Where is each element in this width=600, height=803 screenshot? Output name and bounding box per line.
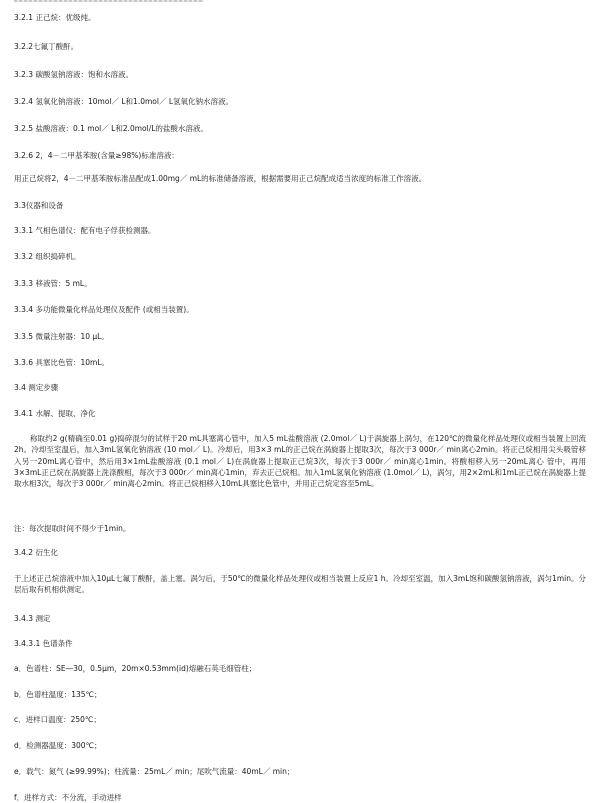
cropped-header-line [14,0,204,2]
column-temperature: b．色谱柱温度：135℃； [14,690,102,699]
section-3-3-6: 3.3.6 具塞比色管：10mL。 [14,358,109,367]
section-3-2-4: 3.2.4 氢氧化钠溶液：10mol／ L和1.0mol／ L氢氧化钠水溶液。 [14,97,234,106]
section-3-4-3-1: 3.4.3.1 色谱条件 [14,639,73,648]
detector-temperature: d．检测器温度：300℃； [14,741,102,750]
section-3-3-5: 3.3.5 微量注射器：10 μL。 [14,332,109,341]
hydrolysis-paragraph: 称取约2 g(精确至0.01 g)捣碎混匀的试样于20 mL具塞离心管中，加入5 mL盐酸溶液 (2.0mol／ L)于涡旋器上涡匀，在120℃的微量化样品处理仪或相当装置上回流2h。冷却至室温后，加入3mL氢氧化钠溶液 (10 mol／ L)。冷却后，用3×3 mL的正己烷在涡旋器上提取3次，每次于3 000r／ min离心2min。将正己烷相用尖头吸管移入另一20mL离心管中，然后用3×1mL盐酸溶液 (0.1 mol／ L)在涡旋器上提取正己烷3次，每次于3 000r／ min离心1min。将酸相移入另一20mL离心 管中，再用3×3mL正己烷在涡旋器上洗涤酸相，每次于3 000r／ min离心1min，弃去正己烷相。加入1mL氢氧化钠溶液 (1.0mol／ L)，涡匀，用2×2mL和1mL正己烷在涡旋器上提取水相3次，每次于3 000r／ min离心2min。将正己烷相移入10mL具塞比色管中，并用正己烷定容至5mL。 [14,434,586,489]
section-3-4-heading: 3.4 测定步骤 [14,383,59,392]
injection-mode: f．进样方式：不分流，手动进样 [14,793,122,802]
section-3-2-3: 3.2.3 碳酸氢钠溶液：饱和水溶液。 [14,70,133,79]
derivatization-paragraph: 于上述正己烷溶液中加入10μL七氟丁酸酐，盖上塞。涡匀后，于50℃的微量化样品处理仪或相当装置上反应1 h。冷却至室温，加入3mL饱和碳酸氢钠溶液，涡匀1min。分层后取有机相供测定。 [14,574,586,595]
section-3-2-5: 3.2.5 盐酸溶液：0.1 mol／ L和2.0mol/L的盐酸水溶液。 [14,124,208,133]
section-3-2-2: 3.2.2七氟丁酸酐。 [14,42,79,51]
section-3-3-1: 3.3.1 气相色谱仪：配有电子俘获检测器。 [14,226,156,235]
section-3-3-heading: 3.3仪器和设备 [14,201,64,210]
carrier-gas: e．载气：氮气 (≥99.99%)；柱流量：25mL／ min；尾吹气流量：40mL／ min； [14,767,295,776]
section-3-4-1: 3.4.1 水解、提取、净化 [14,409,96,418]
section-3-4-2: 3.4.2 衍生化 [14,548,58,557]
standard-solution-text: 用正己烷将2，4－二甲基苯胺标准品配成1.00mg／ mL的标准储备溶液，根据需要用正己烷配成适当浓度的标准工作溶液。 [14,174,427,183]
section-3-3-3: 3.3.3 移液管：5 mL。 [14,279,92,288]
section-3-2-1: 3.2.1 正己烷：优级纯。 [14,13,96,22]
section-3-3-2: 3.3.2 组织捣碎机。 [14,252,81,261]
section-3-2-6: 3.2.6 2，4－二甲基苯胺(含量≥98%)标准溶液： [14,151,179,160]
section-3-4-3: 3.4.3 测定 [14,614,51,623]
column-condition: a．色谱柱：SE―30，0.5μm，20m×0.53mm(id)熔融石英毛细管柱； [14,664,257,673]
note-line: 注：每次提取时间不得少于1min。 [14,524,131,533]
inlet-temperature: c．进样口温度：250℃； [14,715,101,724]
section-3-3-4: 3.3.4 多功能微量化样品处理仪及配件 (或相当装置)。 [14,305,194,314]
